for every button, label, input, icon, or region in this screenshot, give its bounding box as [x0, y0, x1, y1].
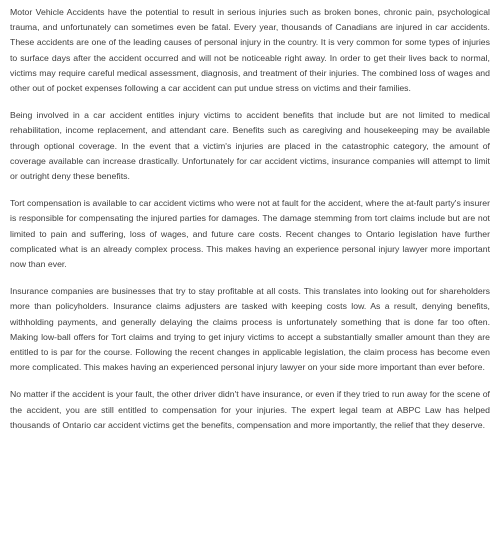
paragraph-accident-benefits: Being involved in a car accident entitles injury victims to accident benefits that include but are not limited to medical rehabilitation, income replacement, and attendant care. Benefits such as caregiving and housekeeping may be available through optional coverage. In the event that a victim's injuries are placed in the catastrophic category, the amount of coverage available can increase drastically. Unfortunately for car accident victims, insurance companies will attempt to limit or outright deny these benefits. — [10, 110, 490, 182]
paragraph-tort-compensation: Tort compensation is available to car accident victims who were not at fault for the accident, where the at-fault party's insurer is responsible for compensating the injured parties for damages. The damage stemming from tort claims include but are not limited to pain and suffering, loss of wages, and future care costs. Recent changes to Ontario legislation have further complicated what is an already complex process. This makes having an experience personal injury lawyer more important now than ever. — [10, 198, 490, 270]
paragraph-insurance-companies: Insurance companies are businesses that try to stay profitable at all costs. This translates into looking out for shareholders more than policyholders. Insurance claims adjusters are tasked with keeping costs low. As a result, denying benefits, withholding payments, and generally delaying the claims process is unfortunately something that is done far too often. Making low-ball offers for Tort claims and trying to get injury victims to accept a substantially smaller amount than they are entitled to is par for the course. Following the recent changes in applicable legislation, the claim process has become even more complicated. This makes having an experienced personal injury lawyer on your side more important than ever before. — [10, 286, 490, 373]
paragraph-entitlement: No matter if the accident is your fault, the other driver didn't have insurance, or even if they tried to run away for the scene of the accident, you are still entitled to compensation for your injuries. The expert legal team at ABPC Law has helped thousands of Ontario car accident victims get the benefits, compensation and more importantly, the relief that they deserve. — [10, 389, 490, 430]
paragraph-intro: Motor Vehicle Accidents have the potential to result in serious injuries such as broken bones, chronic pain, psychological trauma, and unfortunately can sometimes even be fatal. Every year, thousands of Canadians are injured in car accidents. These accidents are one of the leading causes of personal injury in the country. It is very common for some types of injuries to surface days after the accident occurred and will not be noticeable right away. In order to get their lives back to normal, victims may require careful medical assessment, diagnosis, and treatment of their injuries. The combined loss of wages and other out of pocket expenses following a car accident can put undue stress on victims and their families. — [10, 7, 490, 94]
